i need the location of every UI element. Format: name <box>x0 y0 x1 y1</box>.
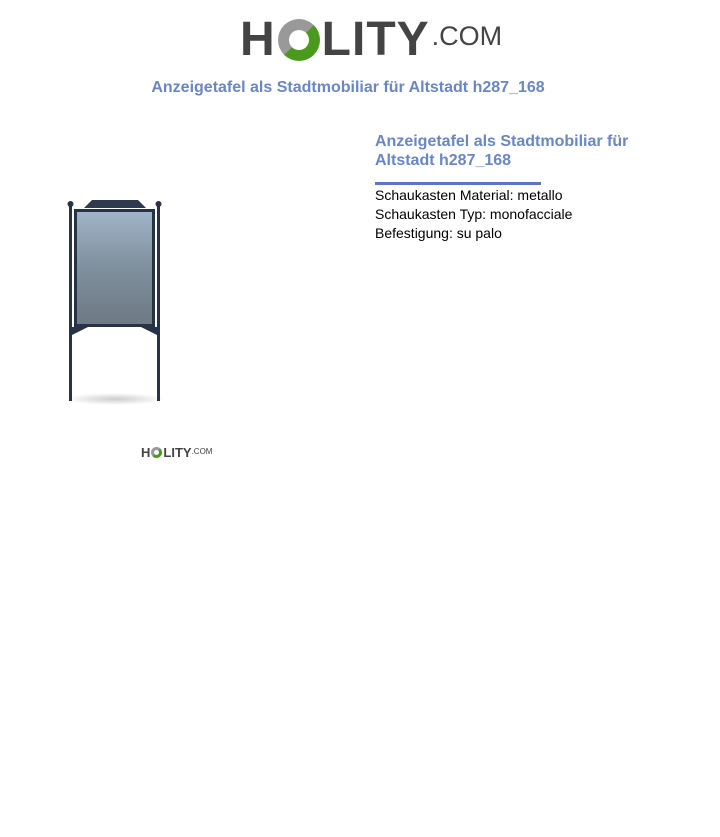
page-title: Anzeigetafel als Stadtmobiliar für Altstadt h287_168 <box>151 79 545 96</box>
image-watermark-logo: H LITY .COM <box>141 445 213 460</box>
spec-type: Schaukasten Typ: monofacciale <box>375 206 573 222</box>
spec-mounting: Befestigung: su palo <box>375 225 502 241</box>
title-underline <box>375 182 541 185</box>
spec-material: Schaukasten Material: metallo <box>375 187 563 203</box>
logo-o-icon <box>278 19 320 61</box>
holity-logo: H LITY .COM <box>240 13 503 66</box>
logo-o-icon <box>151 447 162 458</box>
product-title: Anzeigetafel als Stadtmobiliar für Altstadt h287_168 <box>375 133 629 169</box>
product-specs <box>375 186 572 243</box>
product-image <box>60 195 170 410</box>
